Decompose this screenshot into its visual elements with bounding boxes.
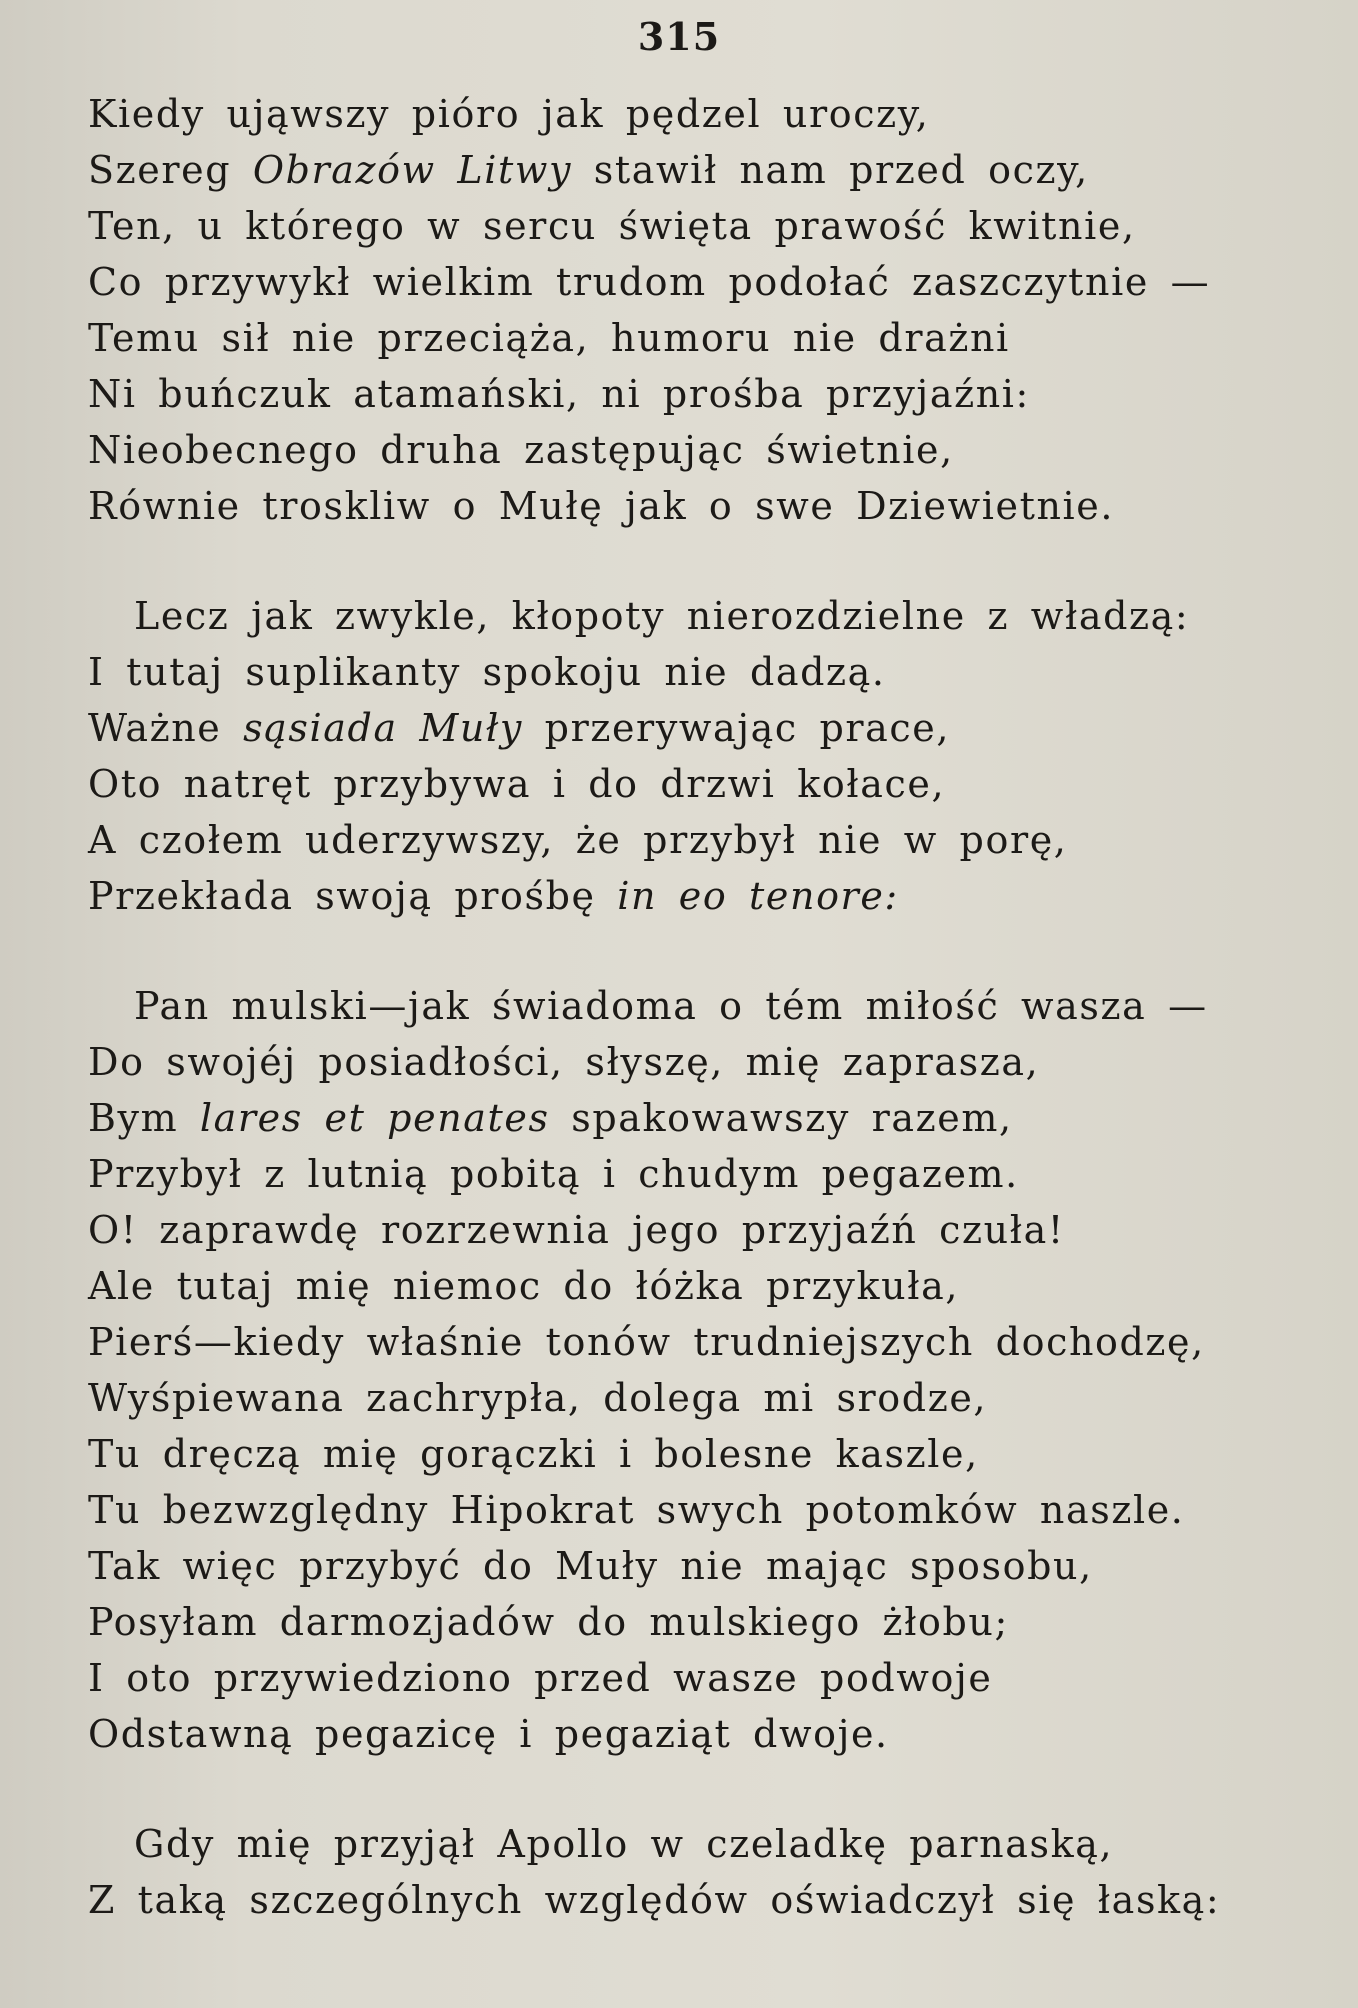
stanza xyxy=(88,588,1288,924)
poem-line xyxy=(88,1370,1288,1426)
poem-line xyxy=(88,1538,1288,1594)
stanza xyxy=(88,86,1288,534)
line-text: Z taką szczególnych względów oświadczył się łaską: xyxy=(88,1878,1221,1922)
line-text: O! zaprawdę rozrzewnia jego przyjaźń czuła! xyxy=(88,1208,1065,1252)
line-text: stawił nam przed oczy, xyxy=(572,148,1089,192)
poem xyxy=(88,86,1288,1928)
line-text: Ten, u którego w sercu święta prawość kwitnie, xyxy=(88,204,1136,248)
poem-line xyxy=(88,1482,1288,1538)
line-text: Przekłada swoją prośbę xyxy=(88,874,618,918)
poem-line xyxy=(88,254,1288,310)
line-text: Równie troskliw o Mułę jak o swe Dziewietnie. xyxy=(88,484,1115,528)
line-text: Szereg xyxy=(88,148,253,192)
line-text: Posyłam darmozjadów do mulskiego żłobu; xyxy=(88,1600,1009,1644)
line-text: Pierś—kiedy właśnie tonów trudniejszych dochodzę, xyxy=(88,1320,1205,1364)
line-text: Temu sił nie przeciąża, humoru nie drażni xyxy=(88,316,1010,360)
line-text: Wyśpiewana zachrypła, dolega mi srodze, xyxy=(88,1376,988,1420)
poem-line xyxy=(88,422,1288,478)
poem-line xyxy=(88,1034,1288,1090)
line-text: Ale tutaj mię niemoc do łóżka przykuła, xyxy=(88,1264,960,1308)
poem-line xyxy=(88,812,1288,868)
line-text: Tak więc przybyć do Muły nie mając sposobu, xyxy=(88,1544,1093,1588)
line-text: Do swojéj posiadłości, słyszę, mię zaprasza, xyxy=(88,1040,1040,1084)
poem-line xyxy=(88,1872,1288,1928)
poem-line xyxy=(88,644,1288,700)
poem-line xyxy=(88,1146,1288,1202)
line-text: Tu dręczą mię gorączki i bolesne kaszle, xyxy=(88,1432,979,1476)
poem-line xyxy=(88,978,1288,1034)
poem-line xyxy=(88,1594,1288,1650)
line-text: przerywając prace, xyxy=(522,706,951,750)
page-number: 315 xyxy=(637,14,721,59)
line-text: I oto przywiedziono przed wasze podwoje xyxy=(88,1656,993,1700)
line-text: Odstawną pegazicę i pegaziąt dwoje. xyxy=(88,1712,889,1756)
poem-line xyxy=(88,1426,1288,1482)
poem-line xyxy=(88,588,1288,644)
poem-line xyxy=(88,86,1288,142)
italic-text: Obrazów Litwy xyxy=(252,148,573,192)
italic-text: sąsiada Muły xyxy=(243,706,523,750)
stanza xyxy=(88,978,1288,1762)
line-text: Bym xyxy=(88,1096,200,1140)
line-text: Przybył z lutnią pobitą i chudym pegazem. xyxy=(88,1152,1019,1196)
line-text: Co przywykł wielkim trudom podołać zaszczytnie — xyxy=(88,260,1211,304)
poem-line xyxy=(88,1090,1288,1146)
line-text: I tutaj suplikanty spokoju nie dadzą. xyxy=(88,650,886,694)
poem-line xyxy=(88,868,1288,924)
italic-text: lares et penates xyxy=(199,1096,550,1140)
poem-line xyxy=(88,1258,1288,1314)
poem-line xyxy=(88,1650,1288,1706)
line-text: Kiedy ująwszy pióro jak pędzel uroczy, xyxy=(88,92,930,136)
line-text: Ważne xyxy=(88,706,244,750)
poem-line xyxy=(88,1202,1288,1258)
poem-line xyxy=(88,756,1288,812)
line-text: Pan mulski—jak świadoma o tém miłość wasza — xyxy=(134,984,1208,1028)
line-text: Gdy mię przyjął Apollo w czeladkę parnaską, xyxy=(134,1822,1114,1866)
poem-line xyxy=(88,310,1288,366)
line-text: spakowawszy razem, xyxy=(549,1096,1013,1140)
poem-line xyxy=(88,1314,1288,1370)
line-text: Ni buńczuk atamański, ni prośba przyjaźni: xyxy=(88,372,1030,416)
line-text: A czołem uderzywszy, że przybył nie w porę, xyxy=(88,818,1068,862)
poem-line xyxy=(88,1706,1288,1762)
line-text: Lecz jak zwykle, kłopoty nierozdzielne z władzą: xyxy=(134,594,1190,638)
poem-line xyxy=(88,198,1288,254)
stanza xyxy=(88,1816,1288,1928)
line-text: Tu bezwzględny Hipokrat swych potomków naszle. xyxy=(88,1488,1185,1532)
italic-text: in eo tenore: xyxy=(617,874,899,918)
poem-line xyxy=(88,1816,1288,1872)
poem-line xyxy=(88,478,1288,534)
poem-line xyxy=(88,366,1288,422)
poem-line xyxy=(88,142,1288,198)
poem-line xyxy=(88,700,1288,756)
line-text: Oto natręt przybywa i do drzwi kołace, xyxy=(88,762,946,806)
line-text: Nieobecnego druha zastępując świetnie, xyxy=(88,428,954,472)
